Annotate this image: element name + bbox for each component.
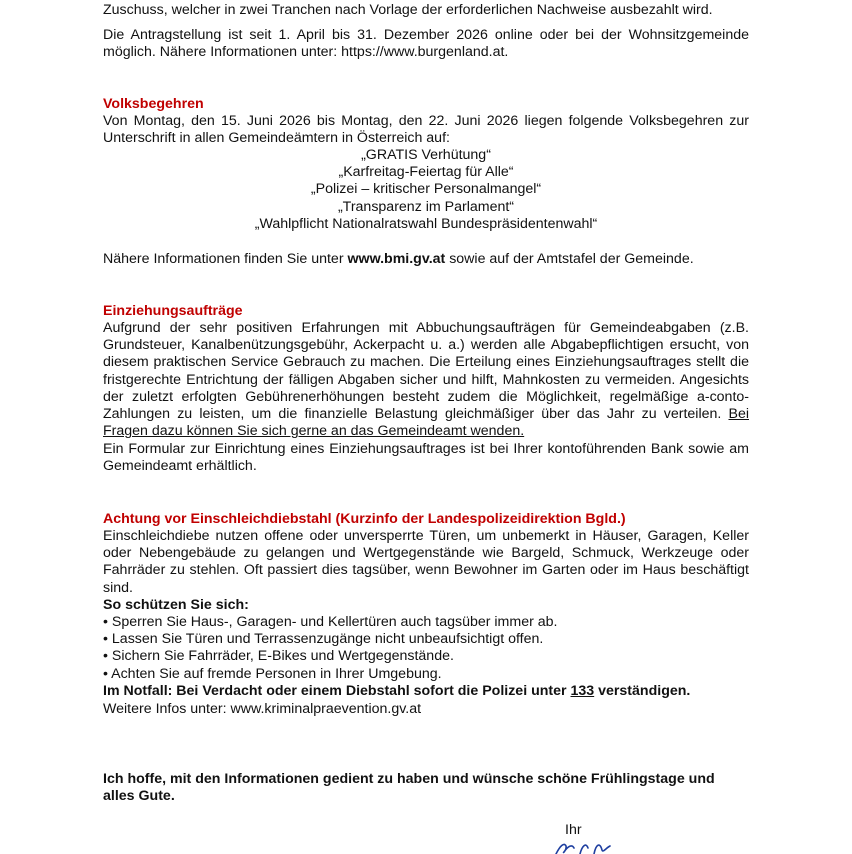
schutz-list [103, 614, 749, 683]
einschleich-heading: Achtung vor Einschleichdiebstahl (Kurzinfo der Landespolizeidirektion Bgld.) [103, 511, 626, 527]
weitere-infos: Weitere Infos unter: www.kriminalpraevention.gv.at [103, 701, 422, 717]
volksbegehren-item: „Transparenz im Parlament“ [337, 198, 515, 215]
volksbegehren-item: „GRATIS Verhütung“ [361, 147, 491, 163]
einziehung-formular: Ein Formular zur Einrichtung eines Einziehungsauftrages ist bei Ihrer kontoführenden Bank sowie am Gemeindeamt erhältlich. [103, 441, 749, 475]
schutz-bullet: • Sperren Sie Haus-, Garagen- und Kellertüren auch tagsüber immer ab. [103, 614, 558, 630]
bmi-link[interactable]: www.bmi.gv.at [347, 251, 446, 267]
einziehung-heading: Einziehungsaufträge [103, 303, 243, 319]
schutz-bullet: • Lassen Sie Türen und Terrassenzugänge nicht unbeaufsichtigt offen. [103, 631, 544, 648]
signoff: Ihr [565, 822, 582, 838]
schutz-heading: So schützen Sie sich: [103, 597, 249, 613]
einziehung-paragraph [103, 320, 749, 440]
einschleich-text: Einschleichdiebe nutzen offene oder unversperrte Türen, um unbemerkt in Häuser, Garagen, Keller oder Nebengebäude zu gelangen und Wertgegenstände wie Bargeld, Schmuck, Werkzeuge oder Fahrräder zu stehlen. Oft passiert dies tagsüber, wenn Bewohner im Garten oder im Haus beschäftigt sind. [103, 528, 749, 596]
volksbegehren-info [103, 251, 749, 268]
einziehung-text: Aufgrund der sehr positiven Erfahrungen mit Abbuchungsaufträgen für Gemeindeabgaben (z.B. Grundsteuer, Kanalbenützungsgebühr, Ackerpacht u. a.) werden alle Abgabepflichtigen ersucht, von diesem praktischen Service Gebrauch zu machen. Die Erteilung eines Einziehungsauftrages stellt die fristgerechte Entrichtung der fälligen Abgaben sicher und hilft, Mahnkosten zu vermeiden. Angesichts der zuletzt erfolgten Gebührenerhöhungen besteht zudem die Möglichkeit, regelmäßige a-conto-Zahlungen zu leisten, um die finanzielle Belastung gleichmäßiger über das Jahr zu verteilen. [103, 320, 749, 423]
info-text: sowie auf der Amtstafel der Gemeinde. [445, 251, 694, 267]
volksbegehren-list [103, 147, 749, 233]
closing-text: Ich hoffe, mit den Informationen gedient zu haben und wünsche schöne Frühlingstage und alles Gute. [103, 771, 715, 805]
info-text: Nähere Informationen finden Sie unter [103, 251, 348, 267]
volksbegehren-text: Von Montag, den 15. Juni 2026 bis Montag, den 22. Juni 2026 liegen folgende Volksbegehren zur Unterschrift in allen Gemeindeämtern in Österreich auf: [103, 113, 749, 147]
volksbegehren-item: „Wahlpflicht Nationalratswahl Bundespräsidentenwahl“ [254, 215, 598, 232]
notfall-line [103, 683, 749, 700]
notfall-text: verständigen. [594, 683, 691, 699]
schutz-bullet: • Achten Sie auf fremde Personen in Ihrer Umgebung. [103, 665, 442, 682]
volksbegehren-heading: Volksbegehren [103, 96, 204, 112]
notfall-text: Im Notfall: Bei Verdacht oder einem Diebstahl sofort die Polizei unter [103, 683, 571, 699]
antrag-paragraph: Die Antragstellung ist seit 1. April bis 31. Dezember 2026 online oder bei der Wohnsitzgemeinde möglich. Nähere Informationen unter: https://www.burgenland.at. [103, 27, 749, 61]
intro-text-line: Zuschuss, welcher in zwei Tranchen nach Vorlage der erforderlichen Nachweise ausbezahlt wird. [103, 2, 713, 18]
intro-continuation [103, 2, 749, 19]
police-number: 133 [570, 683, 595, 699]
einziehung-underlined-note: Bei Fragen dazu können Sie sich gerne an das Gemeindeamt wenden. [103, 406, 749, 440]
volksbegehren-item: „Karfreitag-Feiertag für Alle“ [338, 164, 514, 181]
schutz-bullet: • Sichern Sie Fahrräder, E-Bikes und Wertgegenstände. [103, 648, 454, 665]
volksbegehren-item: „Polizei – kritischer Personalmangel“ [310, 181, 542, 198]
